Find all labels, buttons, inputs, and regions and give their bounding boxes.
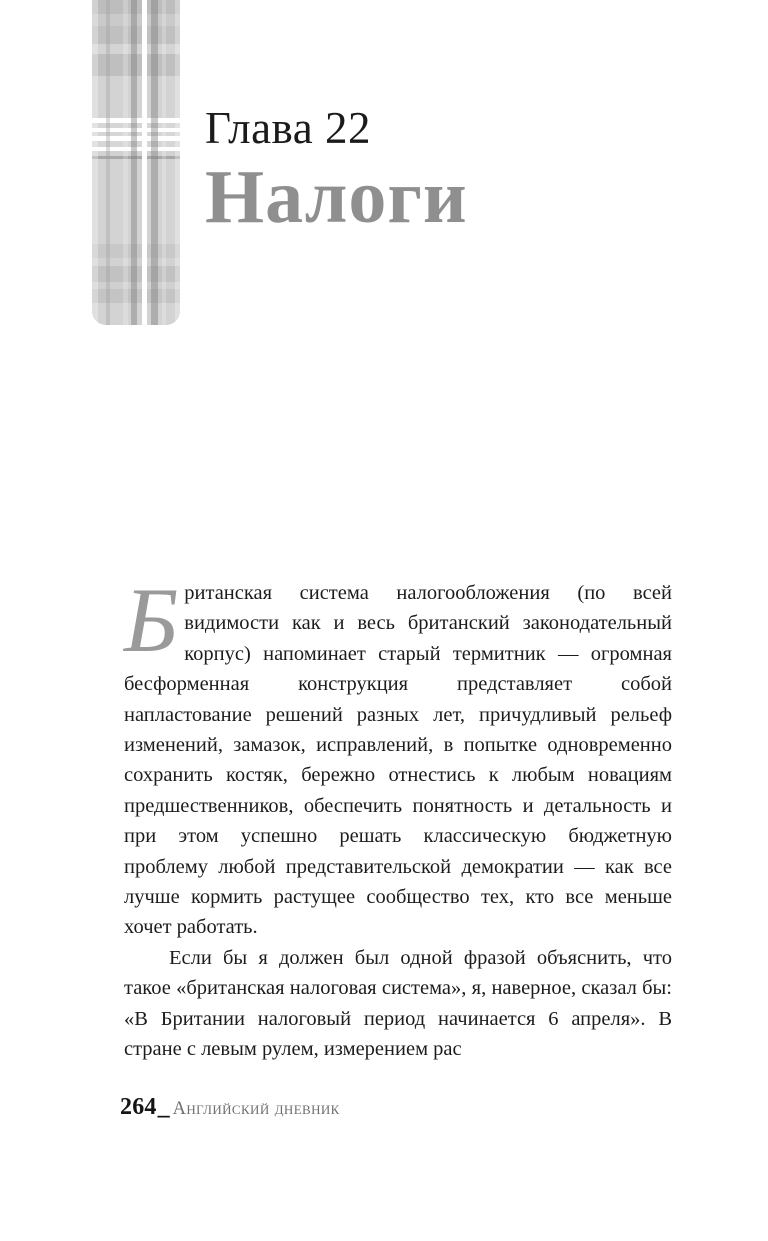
tartan-plaid-ornament	[92, 0, 180, 325]
page-footer	[120, 1094, 340, 1121]
plaid-vertical-band	[151, 0, 158, 325]
running-title: Английский дневник	[172, 1099, 340, 1119]
paragraph-second: Если бы я должен был одной фразой объяснить, что такое «британская налоговая система», я, наверное, сказал бы: «В Британии налоговый период начинается 6 апреля». В стране с левым рулем, измерением рас	[124, 946, 672, 1061]
plaid-vertical-band	[92, 0, 98, 325]
plaid-vertical-band	[106, 0, 110, 325]
chapter-title: Налоги	[205, 155, 468, 239]
plaid-vertical-band	[175, 0, 180, 325]
chapter-number-label: Глава 22	[205, 103, 371, 153]
plaid-vertical-band	[142, 0, 147, 325]
footer-separator: _	[157, 1094, 170, 1120]
page-number: 264	[120, 1094, 157, 1120]
body-text-block	[124, 569, 672, 1065]
plaid-vertical-band	[162, 0, 166, 325]
drop-cap: Б	[124, 569, 179, 671]
paragraph-text: ританская система налогообложения (по всей видимости как и весь британский законодательный корпус) напоминает старый термитник — огромная бесформенная конструкция представляет собой напластование решений разных лет, причудливый рельеф изменений, замазок, исправлений, в попытке одновременно сохранить костяк, бережно отнестись к любым новациям предшественников, обеспечить понятность и детальность и при этом успешно решать классическую бюджетную проблему любой представительской демократии — как все лучше кормить растущее сообщество тех, кто все меньше хочет работать.	[124, 582, 672, 939]
paragraph-first	[124, 569, 672, 943]
plaid-vertical-band	[123, 0, 128, 325]
chapter-heading	[205, 100, 675, 240]
plaid-vertical-band	[131, 0, 137, 325]
